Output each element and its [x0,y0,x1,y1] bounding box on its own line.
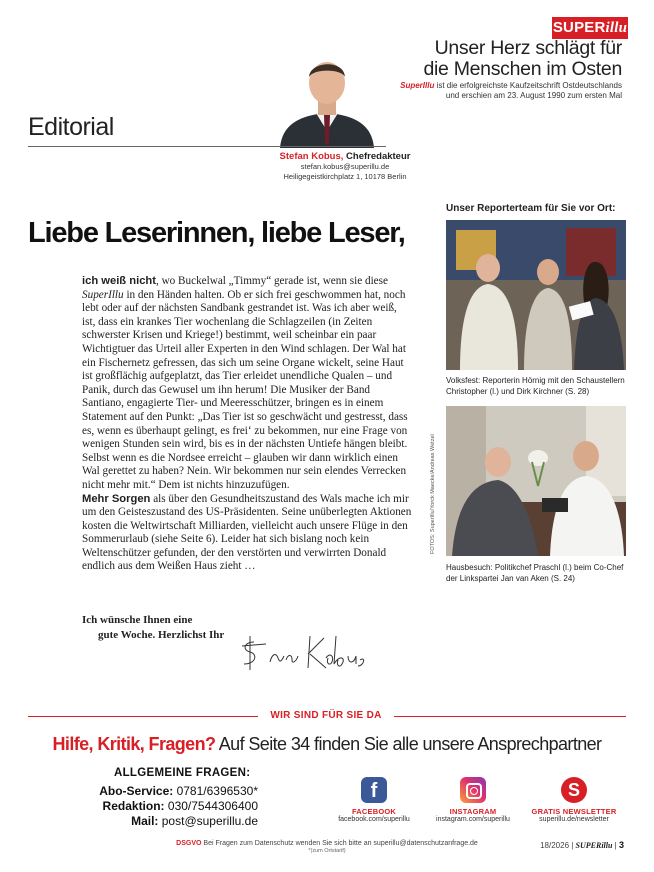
photo-volksfest [446,220,626,370]
author-role: Chefredakteur [343,151,411,162]
editorial-body [82,275,412,574]
author-address: Heiligegeistkirchplatz 1, 10178 Berlin [283,171,407,181]
reporters-heading: Unser Reporterteam für Sie vor Ort: [446,203,616,214]
closing: Ich wünsche Ihnen eine gute Woche. Herzlichst Ihr [82,614,225,641]
superillu-logo: SUPERillu [552,17,628,39]
brand-claim: SuperIllu ist die erfolgreichste Kaufzeitschrift Ostdeutschlands und erschien am 23. August 1990 zum ersten Mal [400,81,622,100]
caption-hausbesuch: Hausbesuch: Politikchef Praschl (l.) beim Co-Chef der Linkspartei Jan van Aken (S. 24) [446,563,624,583]
service-banner: WIR SIND FÜR SIE DA [270,710,382,721]
signature [236,630,376,679]
divider [28,146,386,147]
facebook-link[interactable]: f FACEBOOK facebook.com/superillu [319,777,429,823]
headline: Liebe Leserinnen, liebe Leser, [28,217,405,249]
help-line: Hilfe, Kritik, Fragen? Auf Seite 34 finden Sie alle unsere Ansprechpartner [52,734,602,754]
author-portrait [272,51,382,148]
instagram-icon [460,777,486,803]
privacy-note: DSGVO Bei Fragen zum Datenschutz wenden Sie sich bitte an superillu@datenschutzanfrage.de *(zum Ortstarif) [176,840,478,854]
paragraph-2: Mehr Sorgen als über den Gesundheitszustand des Wals mache ich mir um den Geisteszustand des US-Präsidenten. Seine unüberlegten Aktionen kosten die Weltwirtschaft Milliarden, vielleicht auch unsere Flüge in den Sommerurlaub (siehe Seite 6). Leider hat sich bislang noch kein Weltenschützer gefunden, der den verstörten und verwirrten Donald endlich aus dem Weißen Haus zieht … [82,492,412,573]
page-footer: 18/2026 | SUPERillu | 3 [540,840,624,850]
contact-abo[interactable]: Abo-Service: 0781/6396530* [99,784,258,798]
divider [28,716,258,717]
divider [394,716,626,717]
brand-slogan: Unser Herz schlägt für die Menschen im Osten [423,37,622,80]
caption-volksfest: Volksfest: Reporterin Hörnig mit den Schaustellern Christopher (l.) und Dirk Kirchner (S. 28) [446,376,625,396]
newsletter-link[interactable]: S GRATIS NEWSLETTER superillu.de/newsletter [519,777,629,823]
contact-redaktion[interactable]: Redaktion: 030/7544306400 [102,799,258,813]
photo-credit: FOTOS: SuperIllu/Yorck Maecke/Andreas Wetzel [430,434,436,554]
section-title: Editorial [28,113,114,141]
author-email[interactable]: stefan.kobus@superillu.de [300,162,390,171]
instagram-link[interactable]: INSTAGRAM instagram.com/superillu [418,777,528,823]
general-questions-heading: ALLGEMEINE FRAGEN: [114,767,251,779]
contact-list [0,784,258,829]
photo-hausbesuch [446,406,626,556]
author-block [245,151,445,181]
author-name: Stefan Kobus, [279,151,344,162]
contact-mail[interactable]: Mail: post@superillu.de [131,814,258,828]
paragraph-1: ich weiß nicht, wo Buckelwal „Timmy“ gerade ist, wenn sie diese SuperIllu in den Händen halten. Ob er sich frei geschwommen hat, noch lebt oder auf der nächsten Sandbank gestrandet ist. Was ich aber weiß, ist, dass ein krankes Tier wochenlang die Schlagzeilen (in Zeiten schwerster Krisen und Kriege!) bestimmt, weil scheinbar ein paar Wichtigtuer das Urteil aller Experten in den Wind schlagen. Der Wal hat ein Fischernetz gefressen, das sich um seine Organe wickelt, seine Haut ist großflächig aufgeplatzt, das Tier erleidet unendliche Qualen – und Panik, durch das Gewusel um ihn herum! Die Musiker der Band Santiano, engagierte Tier- und Meeresschützer, bringen es in einem Statement auf den Punkt: „Das Tier ist so geschwächt und gestresst, dass es, wenn es überhaupt gelingt, es frei‘ zu bekommen, nur eine Frage von wenigen Stunden sein wird, bis es in der nächsten Untiefe hängen bleibt. Selbst wenn es die Nordsee erreicht – glauben wir dann wirklich einen Wal gerettet zu haben? Nein. Wir bekommen nur sein elendes Verrecken nicht mehr mit.“ Dem ist nichts hinzuzufügen. [82,275,408,491]
newsletter-icon: S [561,777,587,803]
facebook-icon: f [361,777,387,803]
